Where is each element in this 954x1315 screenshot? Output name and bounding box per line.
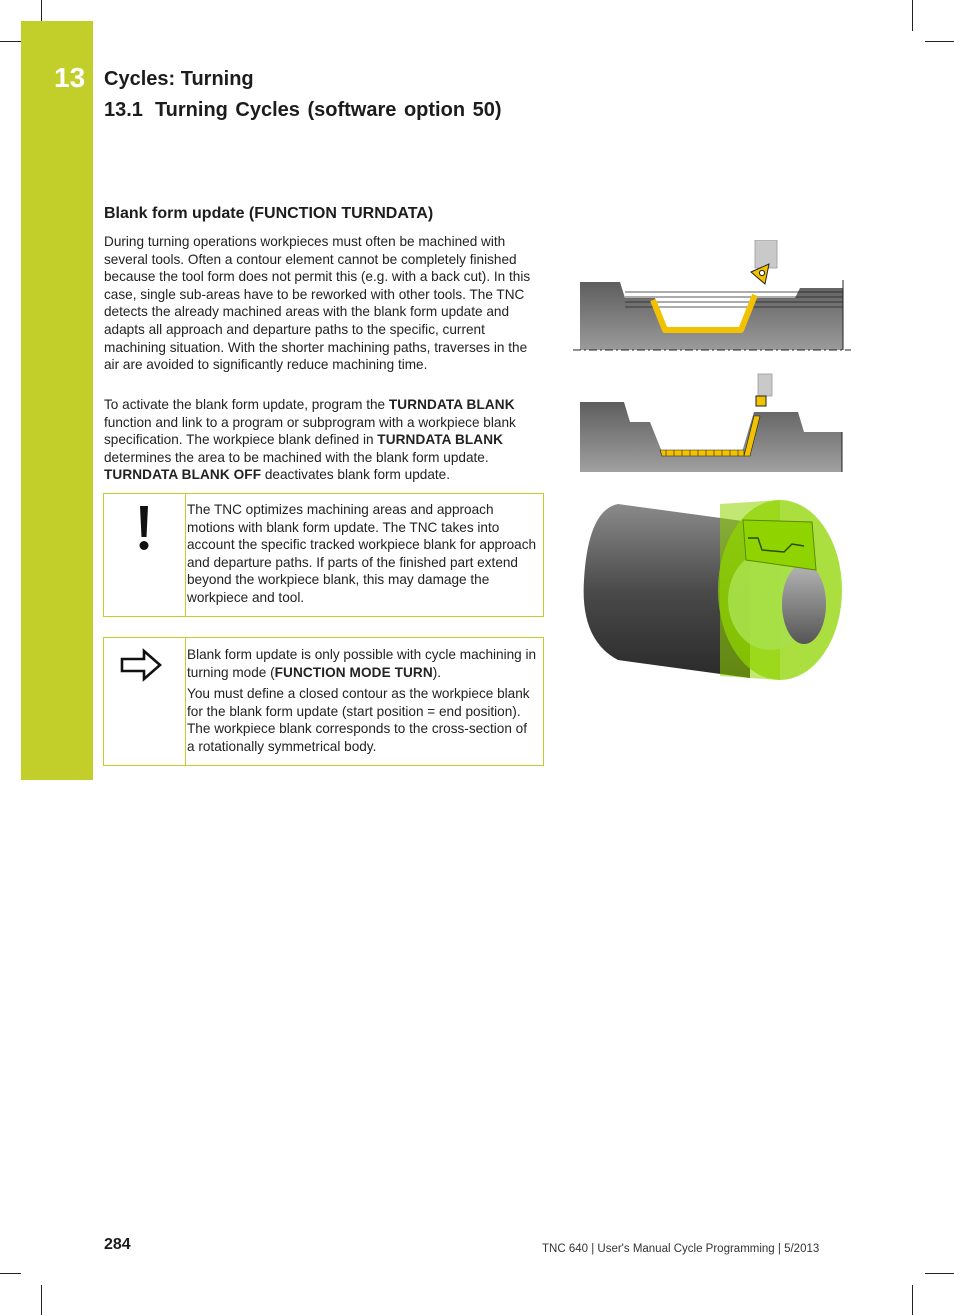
crop-mark (925, 41, 954, 42)
chapter-number: 13 (54, 62, 86, 93)
section-title (104, 99, 502, 122)
arrow-right-icon (120, 647, 164, 683)
text-run: To activate the blank form update, program the (104, 397, 389, 412)
figure-tool-path-top (573, 240, 851, 355)
code-keyword: TURNDATA BLANK (388, 397, 515, 412)
note-divider (185, 494, 186, 616)
info-note (103, 637, 544, 766)
figure-3d-workpiece (580, 500, 846, 685)
text-run: ). (432, 664, 442, 680)
tool-path (653, 295, 755, 330)
warning-text: The TNC optimizes machining areas and approach motions with blank form update. The TNC takes into account the specific tracked workpiece blank for approach and departure paths. If parts of the finished part extend beyond the workpiece blank, this may damage the workpiece and tool. (187, 502, 537, 605)
text-run: Blank form update is only possible with cycle machining in turning mode ( (187, 647, 537, 680)
section-title-text: Turning Cycles (software option 50) (154, 99, 502, 121)
crop-mark (41, 1285, 42, 1315)
footer-text: TNC 640 | User's Manual Cycle Programming | 5/2013 (542, 1243, 820, 1255)
info-text-2: You must define a closed contour as the workpiece blank for the blank form update (start position = end position). The workpiece blank corresponds to the cross-section of a rotationally symmetrical body. (187, 686, 530, 754)
code-keyword: TURNDATA BLANK OFF (104, 467, 262, 483)
remaining-material (660, 450, 744, 456)
crop-mark (0, 41, 21, 42)
crop-mark (912, 1285, 913, 1315)
code-keyword: TURNDATA BLANK (377, 432, 504, 448)
code-keyword: FUNCTION MODE TURN (274, 664, 433, 680)
chapter-sidebar (21, 21, 93, 780)
inner-bore (782, 564, 826, 644)
crop-mark (0, 1273, 21, 1274)
chapter-title: Cycles: Turning (104, 68, 254, 90)
note-divider (185, 638, 186, 765)
warning-note (103, 493, 544, 617)
subheading: Blank form update (FUNCTION TURNDATA) (104, 205, 434, 222)
tool-holder (755, 240, 777, 268)
text-run: deactivates blank form update. (261, 467, 451, 483)
workpiece-shape (580, 402, 842, 472)
info-text-1 (187, 646, 537, 681)
figure-tool-path-bottom (578, 372, 846, 472)
section-number: 13.1 (104, 99, 143, 121)
text-run: determines the area to be machined with the blank form update. (104, 449, 489, 465)
body-paragraph-1: During turning operations workpieces must often be machined with several tools. Often a contour element cannot be completely finished because the tool form does not permit this (e.g. with a back cut). In this case, single sub-areas have to be reworked with other tools. The TNC detects the already machined areas with the blank form update and adapts all approach and departure paths to the specific, current machining situation. With the shorter machining paths, traverses in the air are avoided to significantly reduce machining time. (104, 234, 531, 373)
body-paragraph-2 (104, 396, 540, 484)
crop-mark (925, 1273, 954, 1274)
crop-mark (912, 0, 913, 31)
text-run: function and link to a program or subprogram with a workpiece blank specification. The workpiece blank defined in (104, 414, 516, 448)
tool-holder (758, 374, 772, 396)
tool-insert (756, 396, 766, 406)
page-number: 284 (104, 1236, 131, 1253)
crop-mark (41, 0, 42, 21)
exclamation-icon (134, 504, 154, 552)
